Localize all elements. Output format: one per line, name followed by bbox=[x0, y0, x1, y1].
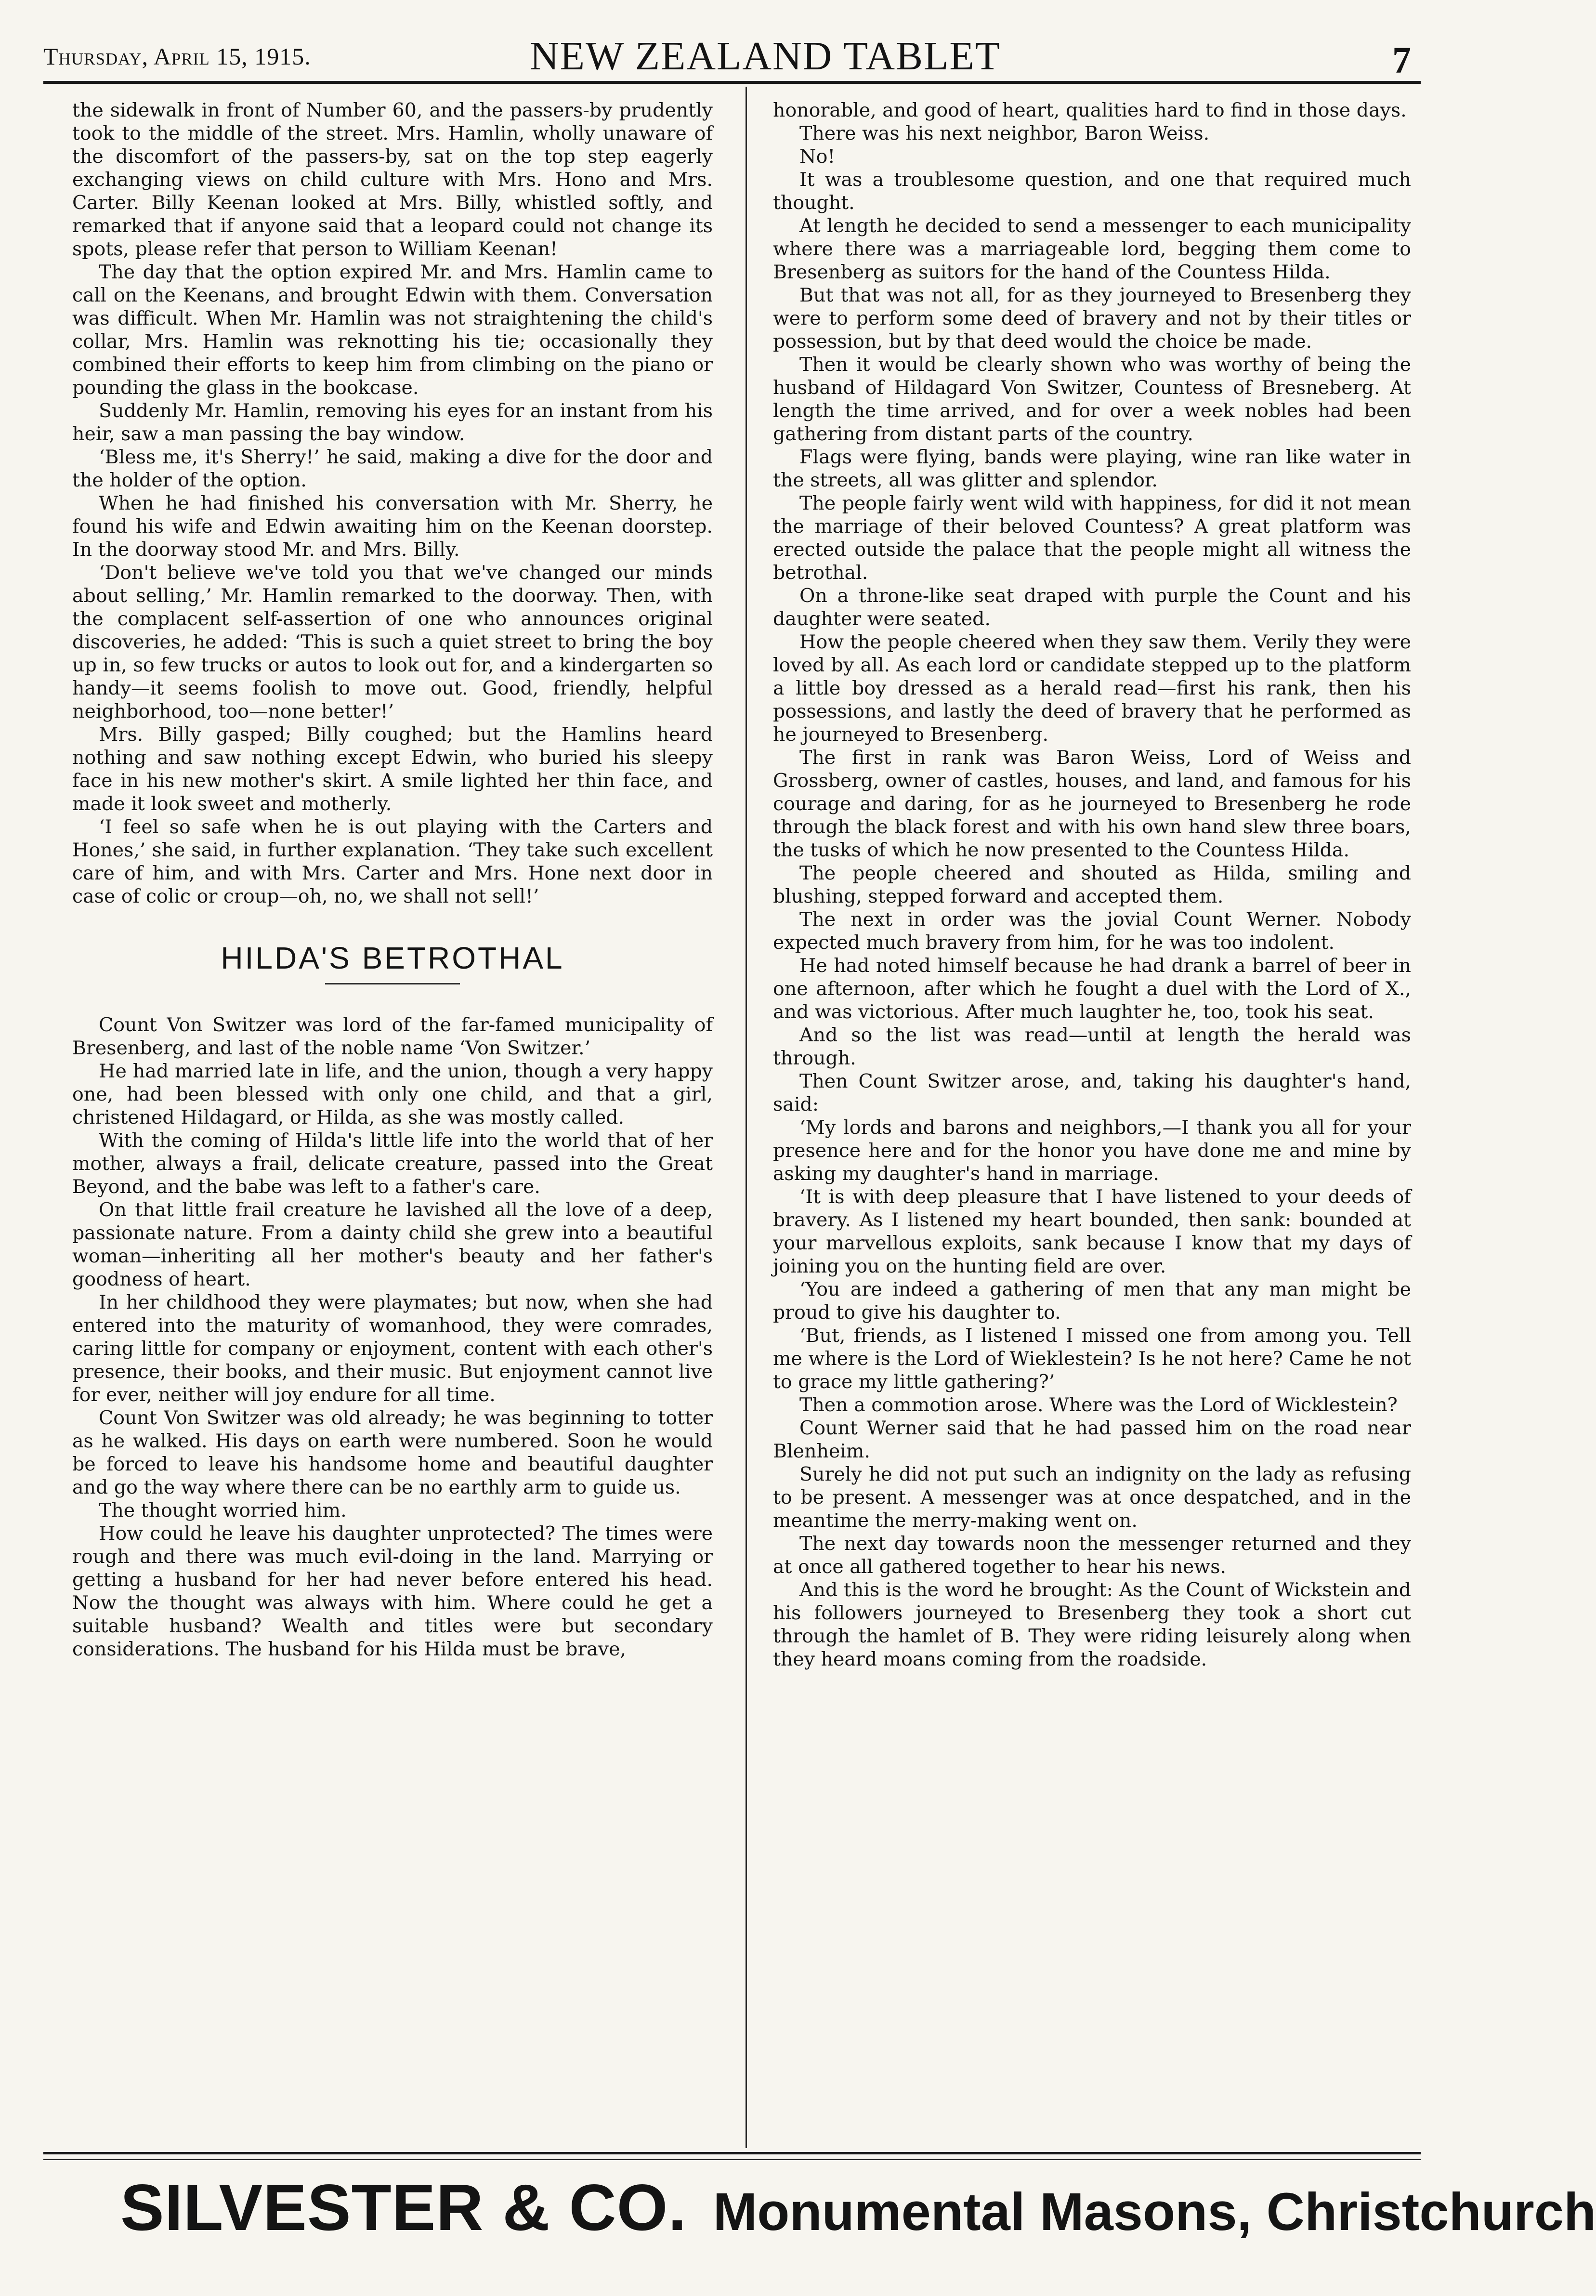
paragraph: ‘My lords and barons and neighbors,—I thank you all for your presence here and for the honor you have done me and mine by asking my daughter's hand in marriage. bbox=[773, 1116, 1411, 1185]
paragraph: ‘I feel so safe when he is out playing with the Carters and Hones,’ she said, in further explanation. ‘They take such excellent care of him, and with Mrs. Carter and Mrs. Hone next door in case of colic or croup—oh, no, we shall not sell!’ bbox=[72, 816, 713, 907]
paragraph: Count Werner said that he had passed him on the road near Blenheim. bbox=[773, 1417, 1411, 1462]
paragraph: It was a troublesome question, and one that required much thought. bbox=[773, 169, 1411, 214]
paragraph: How the people cheered when they saw them. Verily they were loved by all. As each lord or candidate stepped up to the platform a little boy dressed as a herald read—first his rank, then his possessions, and lastly the deed of bravery that he performed as he journeyed to Bresenberg. bbox=[773, 631, 1411, 746]
header-rule bbox=[43, 81, 1421, 84]
paragraph: The next day towards noon the messenger returned and they at once all gathered together to hear his news. bbox=[773, 1533, 1411, 1578]
paragraph: Then Count Switzer arose, and, taking his daughter's hand, said: bbox=[773, 1070, 1411, 1115]
paragraph: And this is the word he brought: As the Count of Wickstein and his followers journeyed to Bresenberg they took a short cut through the hamlet of B. They were riding leisurely along when they heard moans coming from the roadside. bbox=[773, 1579, 1411, 1670]
paragraph: Suddenly Mr. Hamlin, removing his eyes for an instant from his heir, saw a man passing the bay window. bbox=[72, 400, 713, 445]
title-rule bbox=[325, 983, 460, 984]
advert-trade-line: Monumental Masons, Christchurch bbox=[713, 2182, 1596, 2242]
paragraph: And so the list was read—until at length the herald was through. bbox=[773, 1024, 1411, 1069]
paragraph: ‘You are indeed a gathering of men that any man might be proud to give his daughter to. bbox=[773, 1278, 1411, 1324]
story-paragraph: Count Von Switzer was lord of the far-famed municipality of Bresenberg, and last of the noble name ‘Von Switzer.’ bbox=[72, 1014, 713, 1059]
paragraph: Mrs. Billy gasped; Billy coughed; but the Hamlins heard nothing and saw nothing except Edwin, who buried his sleepy face in his new mother's skirt. A smile lighted her thin face, and made it look sweet and motherly. bbox=[72, 723, 713, 815]
paragraph: Flags were flying, bands were playing, wine ran like water in the streets, all was glitter and splendor. bbox=[773, 446, 1411, 491]
paragraph: ‘It is with deep pleasure that I have listened to your deeds of bravery. As I listened my heart bounded, then sank: bounded at your marvellous exploits, sank because I know that my days of joining you on the hunting field are over. bbox=[773, 1186, 1411, 1277]
advertisement-banner bbox=[120, 2170, 1596, 2244]
paragraph: The people cheered and shouted as Hilda, smiling and blushing, stepped forward and accepted them. bbox=[773, 862, 1411, 907]
paragraph: No! bbox=[799, 145, 836, 168]
paragraph: When he had finished his conversation with Mr. Sherry, he found his wife and Edwin awaiting him on the Keenan doorstep. In the doorway stood Mr. and Mrs. Billy. bbox=[72, 492, 713, 561]
advert-firm-name: SILVESTER & CO. bbox=[120, 2171, 687, 2244]
story-paragraph: In her childhood they were playmates; but now, when she had entered into the maturity of womanhood, they were comrades, caring little for company or enjoyment, content with each other's presence, their books, and their music. But enjoyment cannot live for ever, neither will joy endure for all time. bbox=[72, 1291, 713, 1406]
right-column bbox=[773, 99, 1411, 1671]
paragraph: The next in order was the jovial Count Werner. Nobody expected much bravery from him, for he was too indolent. bbox=[773, 908, 1411, 954]
paragraph: But that was not all, for as they journeyed to Bresenberg they were to perform some deed of bravery and not by their titles or possession, but by that deed would the choice be made. bbox=[773, 284, 1411, 353]
paragraph: The day that the option expired Mr. and Mrs. Hamlin came to call on the Keenans, and brought Edwin with them. Conversation was difficult. When Mr. Hamlin was not straightening the child's collar, Mrs. Hamlin was reknotting his tie; occasionally they combined their efforts to keep him from climbing on the piano or pounding the glass in the bookcase. bbox=[72, 261, 713, 399]
story-paragraph: He had married late in life, and the union, though a very happy one, had been blessed with only one child, and that a girl, christened Hildagard, or Hilda, as she was mostly called. bbox=[72, 1060, 713, 1128]
paragraph: Then a commotion arose. Where was the Lord of Wicklestein? bbox=[799, 1394, 1398, 1416]
paragraph: He had noted himself because he had drank a barrel of beer in one afternoon, after which he fought a duel with the Lord of X., and was victorious. After much laughter he, too, took his seat. bbox=[773, 955, 1411, 1023]
paragraph: There was his next neighbor, Baron Weiss. bbox=[799, 122, 1210, 144]
story-paragraph: The thought worried him. bbox=[99, 1499, 347, 1522]
story-paragraph: Count Von Switzer was old already; he was beginning to totter as he walked. His days on earth were numbered. Soon he would be forced to leave his handsome home and beautiful daughter and go the way where there can be no earthly arm to guide us. bbox=[72, 1407, 713, 1498]
story-paragraph: How could he leave his daughter unprotected? The times were rough and there was much evil-doing in the land. Marrying or getting a husband for her had never before entered his head. Now the thought was always with him. Where could he get a suitable husband? Wealth and titles were but secondary considerations. The husband for his Hilda must be brave, bbox=[72, 1522, 713, 1660]
story-paragraph: With the coming of Hilda's little life into the world that of her mother, always a frail, delicate creature, passed into the Great Beyond, and the babe was left to a father's care. bbox=[72, 1129, 713, 1198]
footer-rule-thin bbox=[43, 2159, 1421, 2160]
story-paragraph: On that little frail creature he lavished all the love of a deep, passionate nature. From a dainty child she grew into a beautiful woman—inheriting all her mother's beauty and her father's goodness of heart. bbox=[72, 1199, 713, 1290]
masthead-title: NEW ZEALAND TABLET bbox=[530, 34, 1001, 79]
paragraph: On a throne-like seat draped with purple the Count and his daughter were seated. bbox=[773, 585, 1411, 630]
paragraph: At length he decided to send a messenger to each municipality where there was a marriageable lord, begging them come to Bresenberg as suitors for the hand of the Countess Hilda. bbox=[773, 215, 1411, 283]
paragraph: The first in rank was Baron Weiss, Lord of Weiss and Grossberg, owner of castles, houses, and land, and famous for his courage and daring, for as he journeyed to Bresenberg he rode through the black forest and with his own hand slew three boars, the tusks of which he now presented to the Countess Hilda. bbox=[773, 747, 1411, 861]
paragraph: ‘Bless me, it's Sherry!’ he said, making a dive for the door and the holder of the option. bbox=[72, 446, 713, 491]
paragraph: ‘But, friends, as I listened I missed one from among you. Tell me where is the Lord of Wieklestein? Is he not here? Came he not to grace my little gathering?’ bbox=[773, 1325, 1411, 1393]
story-title: HILDA'S BETROTHAL bbox=[221, 941, 564, 975]
page-number: 7 bbox=[1392, 39, 1411, 81]
footer-rule bbox=[43, 2152, 1421, 2154]
page-header bbox=[43, 29, 1421, 81]
column-divider bbox=[746, 87, 747, 2148]
paragraph: Then it would be clearly shown who was worthy of being the husband of Hildagard Von Switzer, Countess of Bresneberg. At length the time arrived, and for over a week nobles had been gathering from distant parts of the country. bbox=[773, 354, 1411, 445]
paragraph: the sidewalk in front of Number 60, and the passers-by prudently took to the middle of the street. Mrs. Hamlin, wholly unaware of the discomfort of the passers-by, sat on the top step eagerly exchanging views on child culture with Mrs. Hono and Mrs. Carter. Billy Keenan looked at Mrs. Billy, whistled softly, and remarked that if anyone said that a leopard could not change its spots, please refer that person to William Keenan! bbox=[72, 99, 713, 260]
issue-date: Thursday, April 15, 1915. bbox=[43, 43, 311, 70]
paragraph: honorable, and good of heart, qualities hard to find in those days. bbox=[773, 99, 1407, 121]
paragraph: The people fairly went wild with happiness, for did it not mean the marriage of their beloved Countess? A great platform was erected outside the palace that the people might all witness the betrothal. bbox=[773, 492, 1411, 584]
left-column bbox=[72, 99, 713, 1661]
paragraph: Surely he did not put such an indignity on the lady as refusing to be present. A messenger was at once despatched, and in the meantime the merry-making went on. bbox=[773, 1463, 1411, 1532]
paragraph: ‘Don't believe we've told you that we've changed our minds about selling,’ Mr. Hamlin remarked to the doorway. Then, with the complacent self-assertion of one who announces original discoveries, he added: ‘This is such a quiet street to bring the boy up in, so few trucks or autos to look out for, and a kindergarten so handy—it seems foolish to move out. Good, friendly, helpful neighborhood, too—none better!’ bbox=[72, 562, 713, 722]
